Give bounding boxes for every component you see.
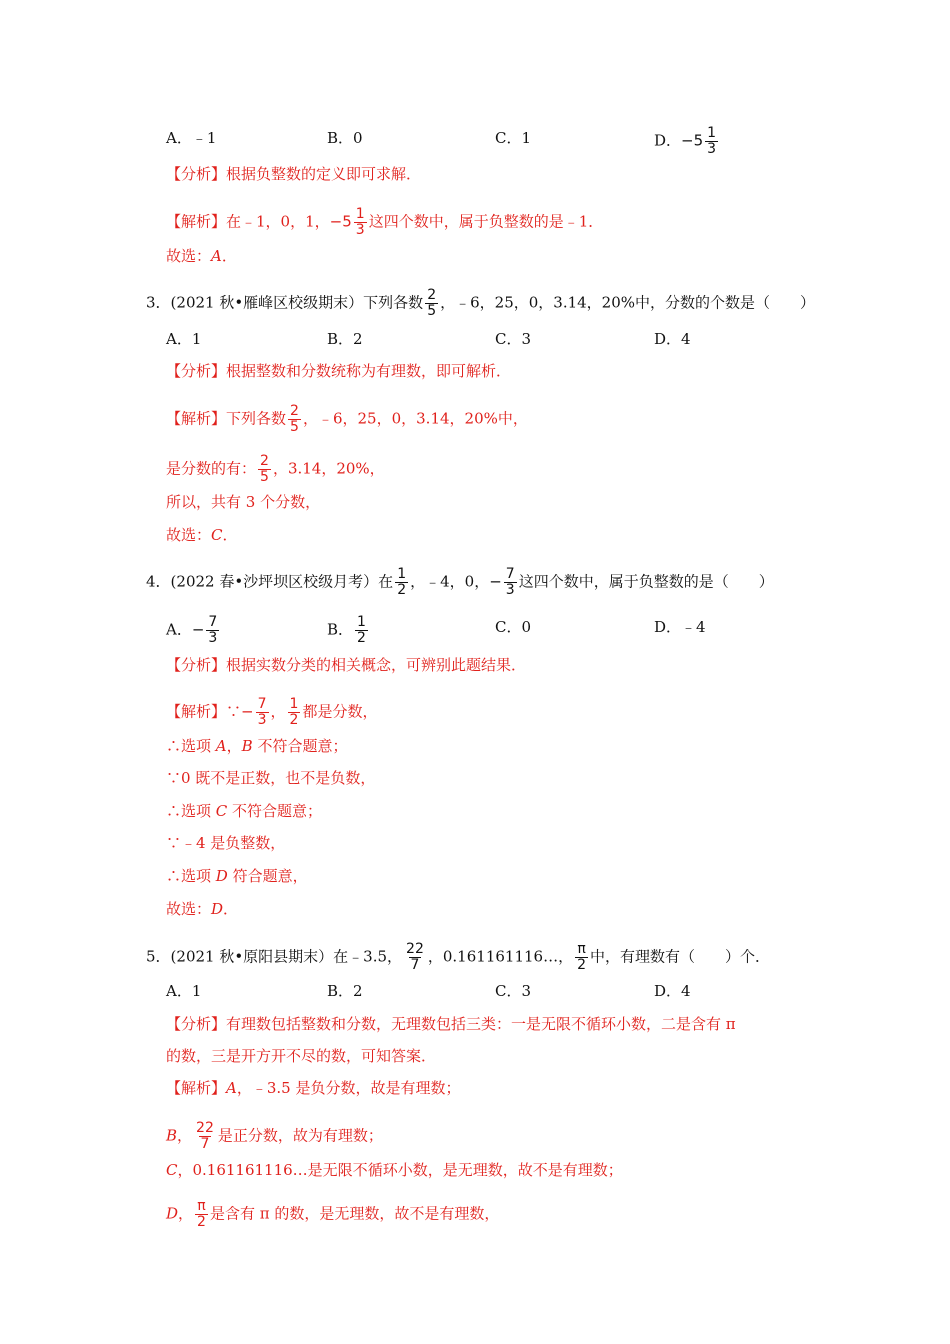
q4-analysis: 【分析】根据实数分类的相关概念，可辨别此题结果． (166, 656, 527, 674)
q4-solution-line2: ∵0 既不是正数，也不是负数， (166, 769, 376, 787)
q4-solution: 【解析】∵− $\frac{7}{3}$ ， $\frac{1}{2}$ 都是分数， (166, 696, 378, 728)
fraction: $\frac{7}{3}$ (257, 696, 267, 728)
fraction: $\frac{\pi}{2}$ (197, 1198, 206, 1230)
q4-stem: 4．(2022 春•沙坪坝区校级月考）在 $\frac{1}{2}$ ，﹣4，0，− $\frac{7}{3}$ 这四个数中，属于负整数的是（ ） (146, 566, 774, 598)
fraction: $\frac{7}{3}$ (505, 566, 515, 598)
fraction: $\frac{2}{5}$ (290, 403, 299, 435)
q3-solution-line3: 所以，共有 3 个分数， (166, 493, 321, 511)
q3-solution: 【解析】下列各数 $\frac{2}{5}$ ，﹣6，25，0，3.14，20%中， (166, 403, 528, 435)
q5-solution-line-c: C，0.161161116…是无限不循环小数，是无理数，故不是有理数； (166, 1161, 623, 1179)
q4-solution-line4: ∵﹣4 是负整数， (166, 834, 286, 852)
q2-options (166, 125, 726, 157)
q4-option-d: D．﹣4 (654, 618, 706, 636)
fraction: $\frac{\pi}{2}$ (577, 941, 586, 973)
q2-solution: 【解析】在﹣1，0，1，−5 $\frac{1}{3}$ 这四个数中，属于负整数的是﹣1． (166, 206, 604, 238)
q3-stem: 3．(2021 秋•雁峰区校级期末）下列各数 $\frac{2}{5}$ ，﹣6，25，0，3.14，20%中，分数的个数是（ ） (146, 287, 816, 319)
q5-options (166, 979, 726, 1003)
q5-option-d: D．4 (654, 982, 691, 1000)
q4-solution-line5: ∴选项 D 符合题意， (166, 867, 308, 885)
q4-option-a: A．− $\frac{7}{3}$ (166, 614, 218, 646)
fraction: $\frac{1}{2}$ (357, 614, 366, 646)
q3-answer: 故选：C． (166, 526, 238, 544)
q4-solution-line1: ∴选项 A，B 不符合题意； (166, 737, 348, 755)
q2-option-c: C．1 (495, 129, 532, 147)
fraction: $\frac{22}{7}$ (196, 1120, 214, 1152)
q5-solution-line-b: B， $\frac{22}{7}$ 是正分数，故为有理数； (166, 1120, 383, 1152)
q3-option-b: B．2 (327, 330, 363, 348)
q5-solution: 【解析】A，﹣3.5 是负分数，故是有理数； (166, 1079, 461, 1097)
q5-stem: 5．(2021 秋•原阳县期末）在﹣3.5， $\frac{22}{7}$ ，0.161161116…， $\frac{\pi}{2}$ 中，有理数有（ ）个． (146, 941, 771, 973)
fraction: $\frac{2}{5}$ (260, 453, 269, 485)
q5-option-a: A．1 (166, 982, 202, 1000)
fraction: $\frac{1}{3}$ (707, 125, 717, 157)
q5-solution-line-d: D， $\frac{\pi}{2}$ 是含有 π 的数，是无理数，故不是有理数， (166, 1198, 500, 1230)
q4-answer: 故选：D． (166, 900, 239, 918)
q4-solution-line3: ∴选项 C 不符合题意； (166, 802, 323, 820)
q2-analysis: 【分析】根据负整数的定义即可求解． (166, 165, 422, 183)
q4-option-b: B． $\frac{1}{2}$ (327, 614, 366, 646)
q3-options (166, 327, 726, 351)
q2-option-d: D．−5 $\frac{1}{3}$ (654, 125, 717, 157)
q2-option-b: B．0 (327, 129, 363, 147)
fraction: $\frac{7}{3}$ (208, 614, 218, 646)
fraction: $\frac{2}{5}$ (427, 287, 437, 319)
q3-solution-line2: 是分数的有： $\frac{2}{5}$ ，3.14，20%， (166, 453, 385, 485)
q5-analysis-line2: 的数，三是开方开不尽的数，可知答案． (166, 1047, 437, 1065)
fraction: $\frac{22}{7}$ (406, 941, 424, 973)
q5-analysis: 【分析】有理数包括整数和分数，无理数包括三类：一是无限不循环小数，二是含有 π (166, 1015, 736, 1033)
q5-option-c: C．3 (495, 982, 532, 1000)
fraction: $\frac{1}{3}$ (355, 206, 365, 238)
q4-option-c: C．0 (495, 618, 532, 636)
q3-option-c: C．3 (495, 330, 532, 348)
q2-answer: 故选：A． (166, 247, 237, 265)
q4-options (166, 614, 726, 646)
q3-option-d: D．4 (654, 330, 691, 348)
fraction: $\frac{1}{2}$ (397, 566, 407, 598)
q3-option-a: A．1 (166, 330, 202, 348)
fraction: $\frac{1}{2}$ (289, 696, 299, 728)
q3-analysis: 【分析】根据整数和分数统称为有理数，即可解析． (166, 362, 512, 380)
q5-option-b: B．2 (327, 982, 363, 1000)
q2-option-a: A．﹣1 (166, 129, 217, 147)
